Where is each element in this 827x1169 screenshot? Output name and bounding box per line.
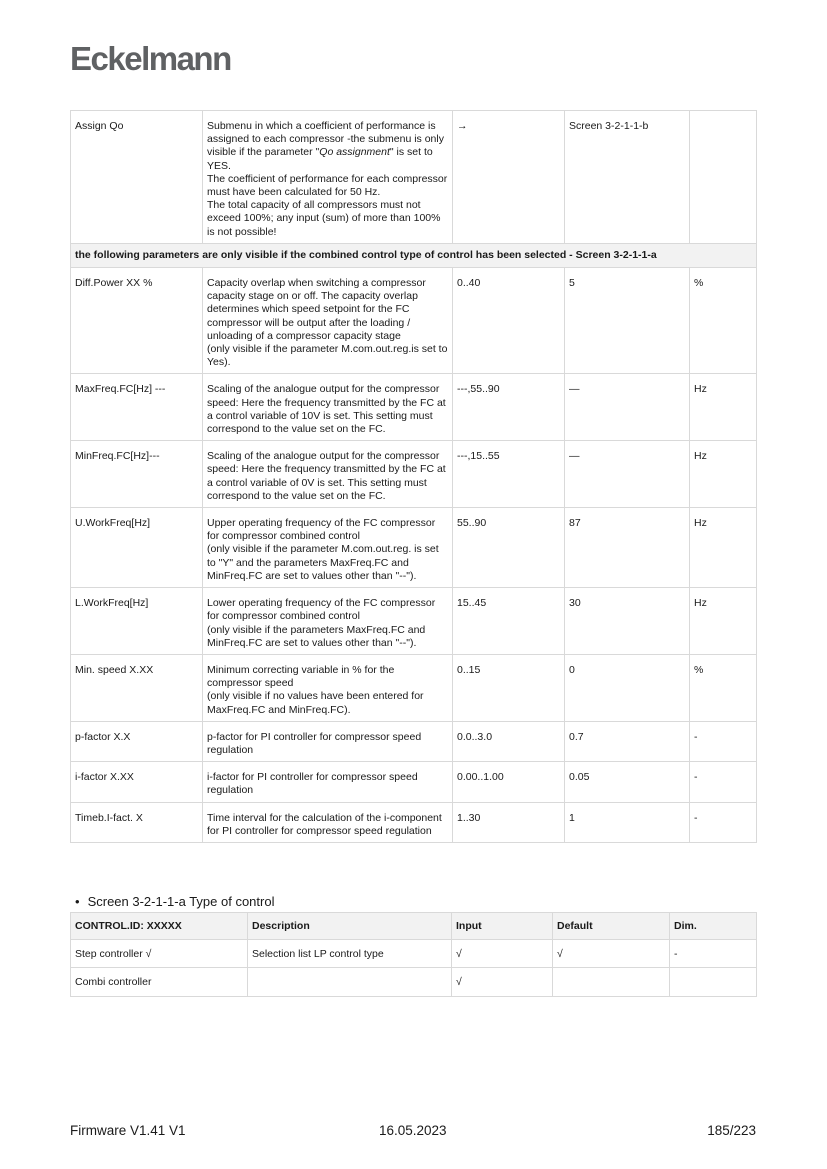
param-default-cell: —: [565, 374, 690, 441]
column-header: Default: [553, 913, 670, 940]
param-description-cell: Lower operating frequency of the FC compressor for compressor combined control (only visible if the parameters MaxFreq.FC and MinFreq.FC are set to values other than "--").: [203, 588, 453, 655]
table-cell: √: [553, 940, 670, 968]
param-description-cell: Minimum correcting variable in % for the compressor speed (only visible if no values have been entered for MaxFreq.FC and MinFreq.FC).: [203, 654, 453, 721]
parameters-table: [70, 110, 757, 843]
param-input-cell: →: [453, 111, 565, 244]
param-input-cell: 0.0..3.0: [453, 721, 565, 761]
table-cell: √: [452, 940, 553, 968]
param-name-cell: Diff.Power XX %: [71, 268, 203, 374]
param-name-cell: Min. speed X.XX: [71, 654, 203, 721]
param-default-cell: 87: [565, 508, 690, 588]
column-header: Input: [452, 913, 553, 940]
param-input-cell: ---,15..55: [453, 441, 565, 508]
param-dim-cell: -: [690, 762, 757, 802]
table-row: [71, 111, 757, 244]
footer-date: 16.05.2023: [379, 1123, 447, 1138]
table-row: [71, 802, 757, 842]
table-cell: -: [670, 940, 757, 968]
param-description-cell: Scaling of the analogue output for the compressor speed: Here the frequency transmitted by the FC at a control variable of 0V is set. This setting must correspond to the value set on the FC.: [203, 441, 453, 508]
param-description-cell: p-factor for PI controller for compressor speed regulation: [203, 721, 453, 761]
section-bullet: [75, 894, 274, 909]
param-description-cell: Capacity overlap when switching a compressor capacity stage on or off. The capacity overlap determines which speed setpoint for the FC compressor will be output after the loading / unloading of a compressor capacity stage (only visible if the parameter M.com.out.reg.is set to Yes).: [203, 268, 453, 374]
param-input-cell: ---,55..90: [453, 374, 565, 441]
eckelmann-logo: Eckelmann: [70, 40, 231, 77]
param-name-cell: i-factor X.XX: [71, 762, 203, 802]
param-default-cell: 1: [565, 802, 690, 842]
table-cell: Combi controller: [71, 968, 248, 996]
table-row: [71, 968, 757, 996]
param-dim-cell: Hz: [690, 441, 757, 508]
bullet-text: Screen 3-2-1-1-a Type of control: [87, 894, 275, 909]
section-header-row: [71, 243, 757, 267]
param-input-cell: 55..90: [453, 508, 565, 588]
param-default-cell: —: [565, 441, 690, 508]
param-name-cell: Timeb.I-fact. X: [71, 802, 203, 842]
column-header: Dim.: [670, 913, 757, 940]
param-dim-cell: Hz: [690, 374, 757, 441]
param-name-cell: MinFreq.FC[Hz]---: [71, 441, 203, 508]
table-cell: [553, 968, 670, 996]
param-input-cell: 0.00..1.00: [453, 762, 565, 802]
table-row: [71, 721, 757, 761]
table-cell: Step controller √: [71, 940, 248, 968]
param-description-cell: i-factor for PI controller for compressor speed regulation: [203, 762, 453, 802]
param-default-cell: 0: [565, 654, 690, 721]
param-default-cell: 30: [565, 588, 690, 655]
table-row: [71, 441, 757, 508]
param-description-cell: Scaling of the analogue output for the compressor speed: Here the frequency transmitted by the FC at a control variable of 10V is set. This setting must correspond to the value set on the FC.: [203, 374, 453, 441]
table-cell: [670, 968, 757, 996]
param-description-cell: Upper operating frequency of the FC compressor for compressor combined control (only visible if the parameter M.com.out.reg. is set to "Y" and the parameters MaxFreq.FC and MinFreq.FC are set to values other than "--").: [203, 508, 453, 588]
param-name-cell: p-factor X.X: [71, 721, 203, 761]
param-dim-cell: %: [690, 654, 757, 721]
param-input-cell: 15..45: [453, 588, 565, 655]
param-default-cell: 0.05: [565, 762, 690, 802]
param-dim-cell: -: [690, 802, 757, 842]
table-row: [71, 588, 757, 655]
param-dim-cell: -: [690, 721, 757, 761]
column-header: CONTROL.ID: XXXXX: [71, 913, 248, 940]
param-default-cell: Screen 3-2-1-1-b: [565, 111, 690, 244]
param-input-cell: 1..30: [453, 802, 565, 842]
param-name-cell: Assign Qo: [71, 111, 203, 244]
table-row: [71, 508, 757, 588]
param-name-cell: U.WorkFreq[Hz]: [71, 508, 203, 588]
param-default-cell: 5: [565, 268, 690, 374]
control-type-table: [70, 912, 757, 997]
param-dim-cell: [690, 111, 757, 244]
table-cell: Selection list LP control type: [248, 940, 452, 968]
param-input-cell: 0..15: [453, 654, 565, 721]
section-header-text: the following parameters are only visible if the combined control type of control has been selected - Screen 3-2-1-1-a: [71, 243, 757, 267]
table-cell: [248, 968, 452, 996]
column-header: Description: [248, 913, 452, 940]
table-row: [71, 762, 757, 802]
param-default-cell: 0.7: [565, 721, 690, 761]
param-description-cell: Submenu in which a coefficient of performance is assigned to each compressor -the submenu is only visible if the parameter "Qo assignment" is set to YES. The coefficient of performance for each compressor must have been calculated for 50 Hz. The total capacity of all compressors must not exceed 100%; any input (sum) of more than 100% is not possible!: [203, 111, 453, 244]
footer-firmware: Firmware V1.41 V1: [70, 1123, 186, 1138]
table-cell: √: [452, 968, 553, 996]
table-row: [71, 268, 757, 374]
table-row: [71, 654, 757, 721]
param-name-cell: L.WorkFreq[Hz]: [71, 588, 203, 655]
param-dim-cell: %: [690, 268, 757, 374]
param-dim-cell: Hz: [690, 588, 757, 655]
footer-page-number: 185/223: [707, 1123, 756, 1138]
param-input-cell: 0..40: [453, 268, 565, 374]
param-dim-cell: Hz: [690, 508, 757, 588]
bullet-symbol: •: [75, 894, 80, 909]
table-row: [71, 374, 757, 441]
table-row: [71, 940, 757, 968]
param-description-cell: Time interval for the calculation of the i-component for PI controller for compressor speed regulation: [203, 802, 453, 842]
param-name-cell: MaxFreq.FC[Hz] ---: [71, 374, 203, 441]
